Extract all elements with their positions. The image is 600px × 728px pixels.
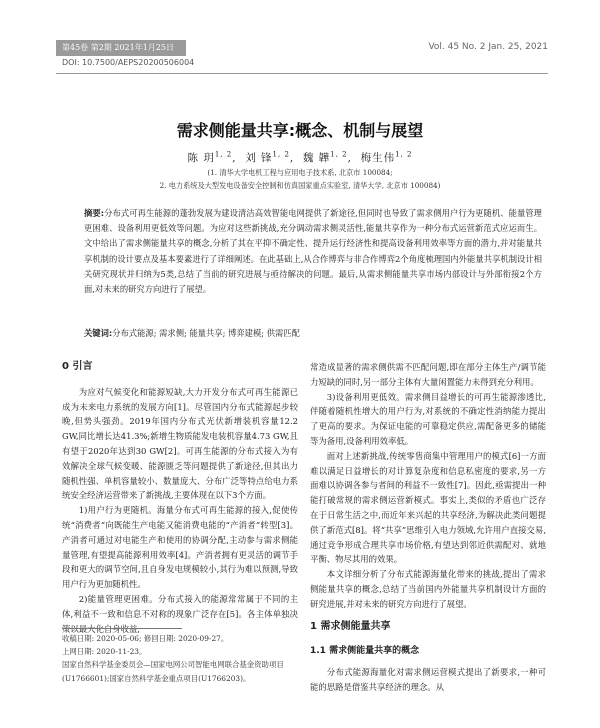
footnote-rule <box>62 628 182 629</box>
section-heading-1: 1 需求侧能量共享 <box>310 620 391 632</box>
footnote-online: 上网日期: 2020-11-23。 <box>62 647 147 657</box>
issue-tag: 第45卷 第2期 2021年1月25日 <box>56 40 186 56</box>
paragraph: 1)用户行为更随机。海量分布式可再生能源的接入,促使传统“消费者”向既能生产电能又能消费电能的“产消者”转型[3]。产消者可通过对电能生产和使用的协调分配,主动参与需求侧能量管理,有望提高能源利用效率[4]。产消者拥有更灵活的调节手段和更大的调节空间,且自身发电规模较小,其行为难以预测,导致用户行为更加随机性。 <box>62 505 298 590</box>
author-name: 陈 玥 <box>187 152 215 164</box>
doi: DOI: 10.7500/AEPS20200506004 <box>62 58 195 67</box>
section-heading-1-1: 1.1 需求侧能量共享的概念 <box>310 646 420 657</box>
author-name: 魏 韡 <box>302 152 331 164</box>
author-name: 刘 锋 <box>245 152 273 164</box>
author-affil-sup: 1, 2 <box>214 150 233 159</box>
abstract-text: 分布式可再生能源的蓬勃发展为建设清洁高效智能电网提供了新途径,但同时也导致了需求侧用户行为更随机、能量管理更困难、设备利用更低效等问题。为应对这些新挑战,充分调动需求侧灵活性,能量共享作为一种分布式运营新范式应运而生。文中给出了需求侧能量共享的概念,分析了其在平抑不确定性、提升运行经济性和提高设备利用效率等方面的潜力,并对能量共享机制的设计要点及基本要素进行了详细阐述。在此基础上,从合作博弈与非合作博弈2个角度梳理国内外能量共享机制设计相关研究现状并归纳为5类,总结了当前的研究进展与亟待解决的问题。最后,从需求侧能量共享市场内部设计与外部衔接2个方面,对未来的研究方向进行了展望。 <box>84 208 542 295</box>
header-rule <box>56 73 548 74</box>
author-affil-sup: 1, 2 <box>272 150 290 159</box>
paragraph: 常造成显著的需求侧供需不匹配问题,即在部分主体生产/调节能力短缺的同时,另一部分主体有大量闲置能力未得到充分利用。 <box>310 362 546 387</box>
abstract <box>84 206 542 297</box>
keywords-label: 关键词: <box>84 328 113 338</box>
author-list: 陈 玥$^{1, 2}$, 刘 锋$^{1, 2}$, 魏 韡$^{1, 2}$, 梅生伟$^{1, 2}$ <box>187 150 413 164</box>
author-affil-sup: 1, 2 <box>330 150 348 159</box>
abstract-label: 摘要: <box>84 208 105 218</box>
paper-title: 需求侧能量共享:概念、机制与展望 <box>176 121 424 140</box>
paragraph: 3)设备利用更低效。需求侧目益增长的可再生能源渗透比,伴随着随机性增大的用户行为,对系统的不确定性消纳能力提出了更高的要求。为保证电能的可靠稳定供应,需配备更多的储能等为备用,设备利用效率低。 <box>310 391 546 446</box>
paragraph: 面对上述新挑战,传统零售商集中管理用户的模式[6]一方面难以满足日益增长的对计算复杂度和信息私密度的要求,另一方面难以协调各参与者间的利益不一致性[7]。因此,亟需提出一种能打破常规的需求侧运营新模式。事实上,类似的矛盾也广泛存在于日常生活之中,而近年来兴起的共享经济,为解决此类问题提供了新范式[8]。将“共享”思维引入电力领域,允许用户直接交易,通过竞争形成合理共享市场价格,有望达到邻近供需配对、就地平衡、物尽其用的效果。 <box>310 450 546 565</box>
journal-volume: Vol. 45 No. 2 Jan. 25, 2021 <box>428 42 548 52</box>
paragraph: 2)能量管理更困难。分布式接入的能源常常属于不同的主体,利益不一致和信息不对称的现象广泛存在[5]。各主体单独决策以最大化自身收益, <box>62 593 298 634</box>
footnote-received: 收稿日期: 2020-05-06; 修回日期: 2020-09-27。 <box>62 634 229 643</box>
paragraph: 本文详细分析了分布式能源海量化带来的挑战,提出了需求侧能量共享的概念,总结了当前国内外能量共享机制设计方面的研究进展,并对未来的研究方向进行了展望。 <box>310 569 546 609</box>
affiliation-1: (1. 清华大学电机工程与应用电子技术系, 北京市 100084; <box>207 168 393 177</box>
footnote-funding: 国家自然科学基金委员会—国家电网公司智能电网联合基金资助项目(U1766601);国家自然科学基金重点项目(U1766203)。 <box>62 660 284 683</box>
author-name: 梅生伟 <box>360 152 396 164</box>
paragraph: 分布式能源海量化对需求侧运营模式提出了新要求,一种可能的思路是借鉴共享经济的理念。从 <box>310 667 546 692</box>
author-affil-sup: 1, 2 <box>395 150 413 159</box>
left-column <box>62 360 298 636</box>
paragraph: 为应对气候变化和能源短缺,大力开发分布式可再生能源已成为未来电力系统的发展方向[1]。尽管国内分布式能源起步较晚,但势头强劲。2019年国内分布式光伏新增装机容量12.2 GW,同比增长达41.3%;新增生物质能发电装机容量4.73 GW,且有望于2020年达到30 GW[2]。可再生能源的分布式接入为有效解决全球气候变暖、能源匮乏等问题提供了新途径,但其出力随机性强、单机容量较小、数量庞大、分布广泛等特点给电力系统安全经济运营带来了新挑战,主要体现在以下3个方面。 <box>62 386 298 501</box>
footnotes <box>62 632 298 685</box>
section-heading-intro: 0 引言 <box>62 361 93 372</box>
keywords <box>84 326 542 340</box>
keywords-text: 分布式能源; 需求侧; 能量共享; 博弈建模; 供需匹配 <box>112 328 300 338</box>
right-column <box>310 360 546 695</box>
affiliation-2: 2. 电力系统及大型发电设备安全控制和仿真国家重点实验室, 清华大学, 北京市 100084) <box>159 181 441 190</box>
